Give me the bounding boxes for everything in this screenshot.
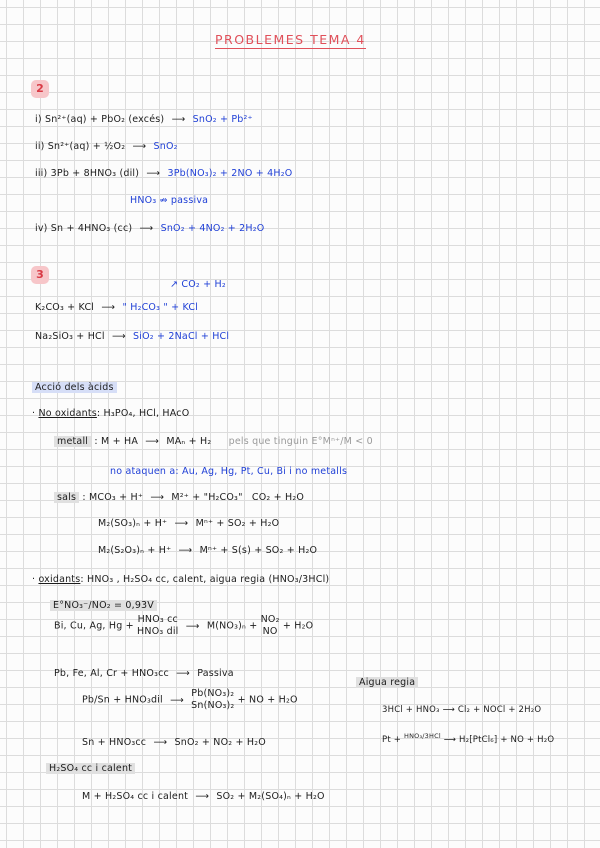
arrow-icon: ⟶ [171, 114, 186, 125]
metall-line [54, 436, 373, 447]
sals-3-reactants: M₂(S₂O₃)ₙ + H⁺ [98, 545, 172, 556]
h2so4-eq [82, 791, 325, 802]
bi-eq-metals: Bi, Cu, Ag, Hg + [54, 620, 134, 632]
no-oxidants-label: No oxidants [38, 408, 97, 419]
eq-2-iii-reactants: iii) 3Pb + 8HNO₃ (dil) [35, 168, 140, 179]
eq-2-iv-products: SnO₂ + 4NO₂ + 2H₂O [160, 223, 265, 234]
aigua-eq-2-reagent: HNO₃/3HCl [404, 732, 441, 740]
metall-label: metall [54, 436, 91, 447]
metall-eq-products: MAₙ + H₂ [166, 436, 212, 447]
eq-2-iv [35, 223, 264, 234]
eq-2-iii-products: 3Pb(NO₃)₂ + 2NO + 4H₂O [167, 168, 293, 179]
arrow-icon: ⟶ [145, 436, 160, 447]
pb-passiva-result: Passiva [197, 668, 234, 679]
bi-eq [54, 614, 313, 638]
sals-line-3 [98, 545, 317, 556]
pb-sn-reactants: Pb/Sn + HNO₃dil [82, 694, 163, 706]
h2so4-heading-text: H₂SO₄ cc i calent [46, 763, 135, 774]
co2-annotation: ↗ CO₂ + H₂ [170, 279, 226, 290]
eq-3-2-reactants: Na₂SiO₃ + HCl [35, 331, 105, 342]
sn-cc-reactants: Sn + HNO₃cc [82, 737, 147, 748]
e0-value: E°NO₃⁻/NO₂ = 0,93V [50, 600, 157, 611]
page-title: PROBLEMES TEMA 4 [215, 32, 366, 47]
bi-eq-water: + H₂O [282, 620, 314, 632]
passiva-note: HNO₃ ⇏ passiva [130, 195, 209, 206]
sals-line-2 [98, 518, 279, 529]
eq-2-ii-products: SnO₂ [153, 141, 178, 152]
sals-1-decomposition: CO₂ + H₂O [251, 492, 305, 503]
bullet-icon: · [32, 408, 39, 419]
sals-label: sals [54, 492, 79, 503]
no-ataquen-note: no ataquen a: Au, Ag, Hg, Pt, Cu, Bi i no metalls [110, 466, 348, 477]
sn-cc-eq [82, 737, 266, 748]
sals-2-reactants: M₂(SO₃)ₙ + H⁺ [98, 518, 168, 529]
arrow-icon: ⟶ [101, 302, 116, 313]
aigua-eq-1: 3HCl + HNO₃ ⟶ Cl₂ + NOCl + 2H₂O [382, 705, 542, 715]
arrow-icon: ⟶ [111, 331, 126, 342]
e0-line [50, 600, 157, 611]
sn-cc-products: SnO₂ + NO₂ + H₂O [174, 737, 266, 748]
arrow-icon: ⟶ [146, 168, 161, 179]
arrow-icon: ⟶ [150, 492, 165, 503]
aigua-eq-2-products: ⟶ H₂[PtCl₆] + NO + H₂O [443, 734, 555, 745]
eq-2-i-products: SnO₂ + Pb²⁺ [192, 114, 253, 125]
aigua-eq-2 [382, 732, 554, 745]
bi-eq-acids [137, 614, 178, 638]
metall-eq-reactants: : M + HA [94, 436, 139, 447]
eq-2-ii-reactants: ii) Sn²⁺(aq) + ½O₂ [35, 141, 126, 152]
bi-eq-gases [261, 614, 280, 638]
sals-line-1 [54, 492, 304, 503]
problem-2-badge: 2 [31, 80, 49, 98]
no-oxidants-line [32, 408, 189, 419]
bi-eq-gas-no: NO [262, 626, 278, 637]
bi-eq-products: M(NO₃)ₙ + [206, 620, 258, 632]
sals-1-products: M²⁺ + "H₂CO₃" [171, 492, 243, 503]
h2so4-reactants: M + H₂SO₄ cc i calent [82, 791, 189, 802]
bi-eq-acid-cc: HNO₃ cc [137, 614, 178, 625]
sals-2-products: Mⁿ⁺ + SO₂ + H₂O [195, 518, 280, 529]
eq-2-i-reactants: i) Sn²⁺(aq) + PbO₂ (excés) [35, 114, 165, 125]
eq-3-2-products: SiO₂ + 2NaCl + HCl [133, 331, 230, 342]
arrow-icon: ⟶ [153, 737, 168, 748]
metall-note: pels que tinguin E°Mⁿ⁺/M < 0 [228, 436, 373, 447]
acids-heading [32, 382, 117, 393]
arrow-icon: ⟶ [185, 620, 200, 632]
sn-nitrate: Sn(NO₃)₂ [191, 700, 235, 711]
arrow-icon: ⟶ [195, 791, 210, 802]
arrow-icon: ⟶ [178, 545, 193, 556]
bi-eq-acid-dil: HNO₃ dil [137, 626, 179, 637]
arrow-icon: ⟶ [170, 694, 184, 706]
pb-passiva-reactants: Pb, Fe, Al, Cr + HNO₃cc [54, 668, 169, 679]
arrow-icon: ⟶ [132, 141, 147, 152]
h2so4-heading [46, 763, 135, 774]
h2so4-products: SO₂ + M₂(SO₄)ₙ + H₂O [216, 791, 325, 802]
bullet-icon: · [32, 574, 39, 585]
arrow-icon: ⟶ [174, 518, 189, 529]
arrow-icon: ⟶ [139, 223, 154, 234]
pb-passiva-eq [54, 668, 234, 679]
aigua-heading [356, 677, 418, 688]
eq-2-i [35, 114, 253, 125]
acids-heading-text: Acció dels àcids [32, 382, 117, 393]
arrow-icon: ⟶ [176, 668, 190, 679]
oxidants-list: : HNO₃ , H₂SO₄ cc, calent, aigua regia (HNO₃/3HCl) [80, 574, 330, 585]
bi-eq-gas-no2: NO₂ [260, 614, 280, 625]
eq-3-1 [35, 302, 198, 313]
pb-sn-nitrates [191, 688, 234, 712]
aigua-eq-2-reactant: Pt + [382, 734, 402, 745]
pb-sn-byproducts: + NO + H₂O [237, 694, 298, 706]
no-oxidants-list: : H₃PO₄, HCl, HAcO [96, 408, 190, 419]
sals-3-products: Mⁿ⁺ + S(s) + SO₂ + H₂O [199, 545, 318, 556]
sals-1-reactants: : MCO₃ + H⁺ [82, 492, 144, 503]
problem-3-badge: 3 [31, 266, 49, 284]
aigua-heading-text: Aigua regia [356, 677, 418, 688]
eq-2-ii [35, 141, 178, 152]
pb-nitrate: Pb(NO₃)₂ [191, 688, 235, 699]
eq-3-1-reactants: K₂CO₃ + KCl [35, 302, 95, 313]
eq-3-2 [35, 331, 229, 342]
eq-2-iii [35, 168, 292, 179]
oxidants-line [32, 574, 329, 585]
oxidants-label: oxidants [38, 574, 81, 585]
eq-3-1-products: " H₂CO₃ " + KCl [122, 302, 199, 313]
eq-2-iv-reactants: iv) Sn + 4HNO₃ (cc) [35, 223, 133, 234]
pb-sn-eq [82, 688, 298, 712]
